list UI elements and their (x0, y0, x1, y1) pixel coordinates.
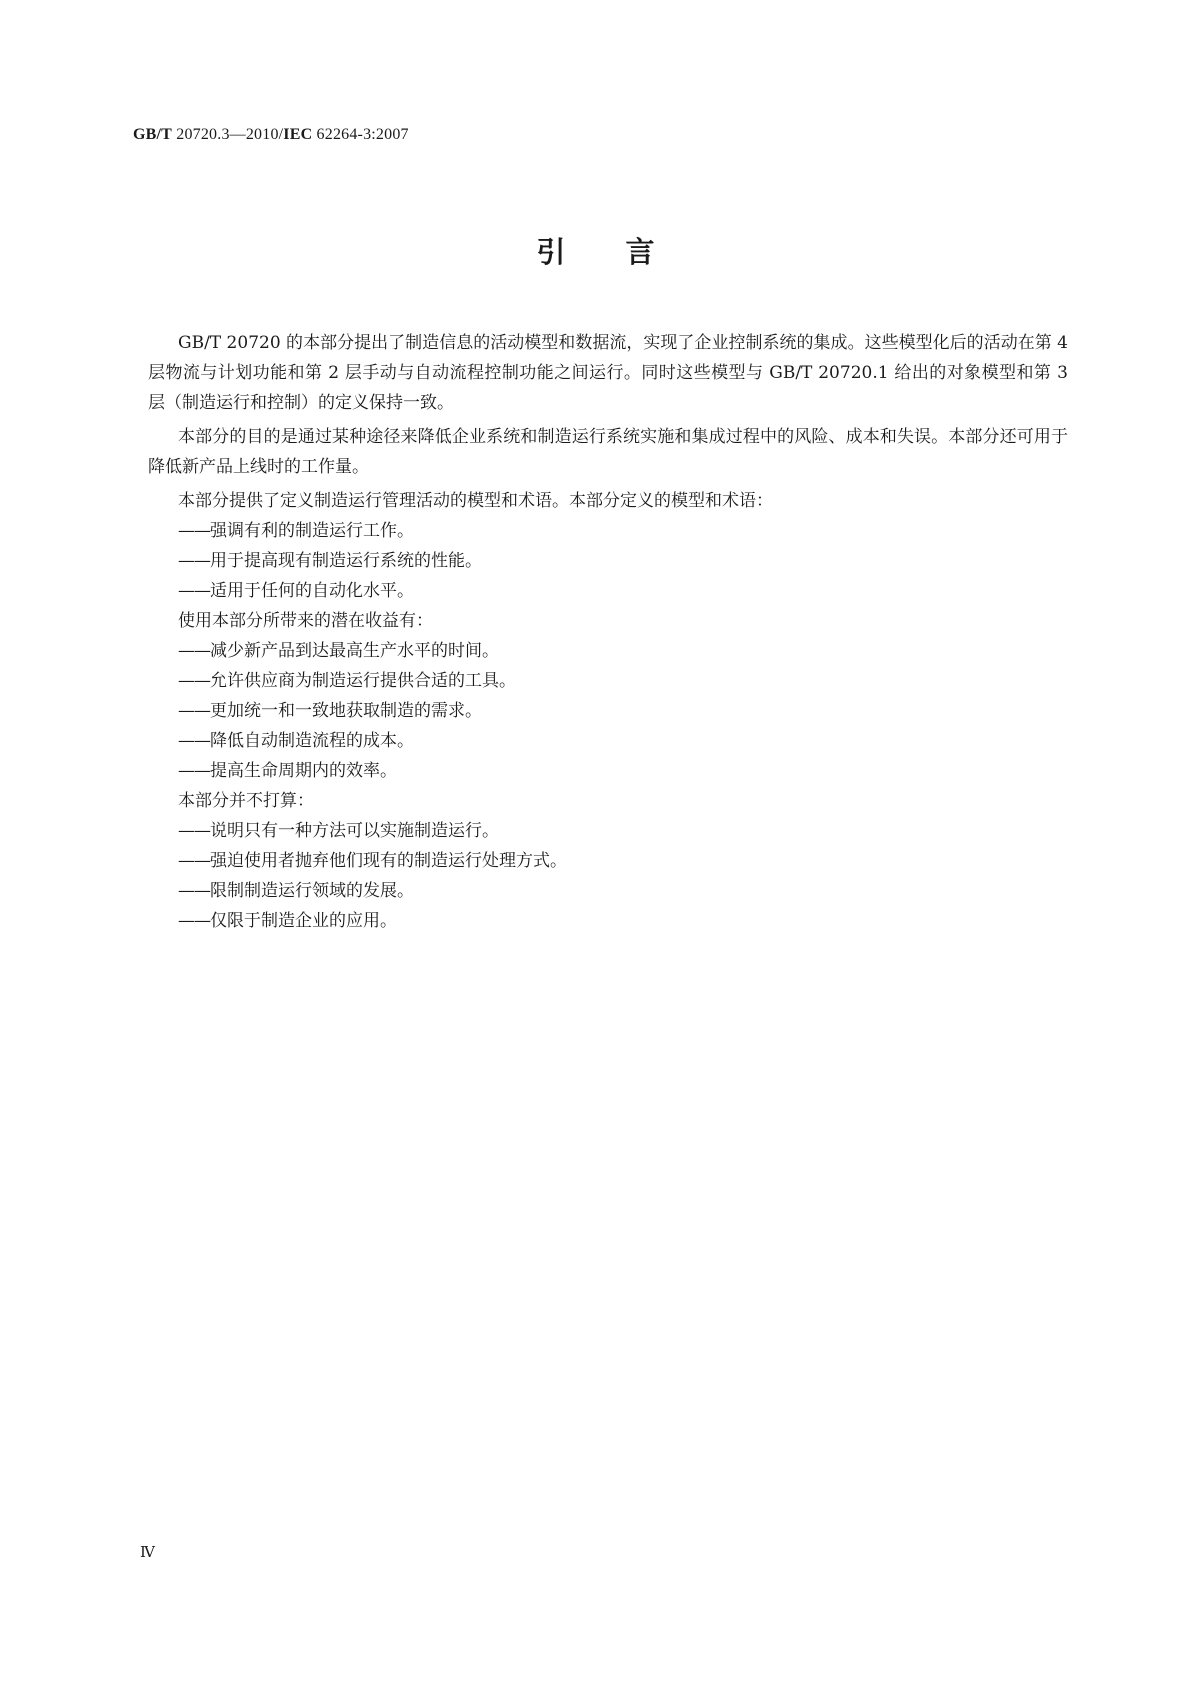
list-item: ——允许供应商为制造运行提供合适的工具。 (178, 671, 516, 691)
list-item: ——限制制造运行领域的发展。 (178, 881, 414, 901)
iec-number: 62264-3:2007 (312, 126, 409, 143)
section-intro: 本部分提供了定义制造运行管理活动的模型和术语。本部分定义的模型和术语： (178, 491, 773, 511)
list-item: ——强迫使用者抛弃他们现有的制造运行处理方式。 (178, 851, 567, 871)
list-item: ——用于提高现有制造运行系统的性能。 (178, 551, 482, 571)
document-body (148, 328, 1068, 936)
list-item: ——提高生命周期内的效率。 (178, 761, 397, 781)
section-intro: 使用本部分所带来的潜在收益有： (178, 611, 433, 631)
page-title: 引言 (536, 235, 715, 269)
list-item: ——说明只有一种方法可以实施制造运行。 (178, 821, 499, 841)
page-number: Ⅳ (140, 1543, 155, 1561)
iec-prefix: IEC (283, 126, 313, 143)
paragraph: GB/T 20720 的本部分提出了制造信息的活动模型和数据流，实现了企业控制系统的集成。这些模型化后的活动在第 4 层物流与计划功能和第 2 层手动与自动流程控制功能之间运行。同时这些模型与 GB/T 20720.1 给出的对象模型和第 3 层（制造运行和控制）的定义保持一致。 (148, 333, 1068, 413)
list-item: ——降低自动制造流程的成本。 (178, 731, 414, 751)
list-item: ——强调有利的制造运行工作。 (178, 521, 414, 541)
list-item: ——更加统一和一致地获取制造的需求。 (178, 701, 482, 721)
list-item: ——适用于任何的自动化水平。 (178, 581, 414, 601)
paragraph: 本部分的目的是通过某种途径来降低企业系统和制造运行系统实施和集成过程中的风险、成本和失误。本部分还可用于降低新产品上线时的工作量。 (148, 427, 1068, 477)
standard-code (133, 126, 409, 144)
list-item: ——仅限于制造企业的应用。 (178, 911, 397, 931)
code-number: 20720.3—2010/ (172, 126, 284, 143)
code-prefix: GB/T (133, 126, 173, 143)
section-intro: 本部分并不打算： (178, 791, 314, 811)
list-item: ——减少新产品到达最高生产水平的时间。 (178, 641, 499, 661)
